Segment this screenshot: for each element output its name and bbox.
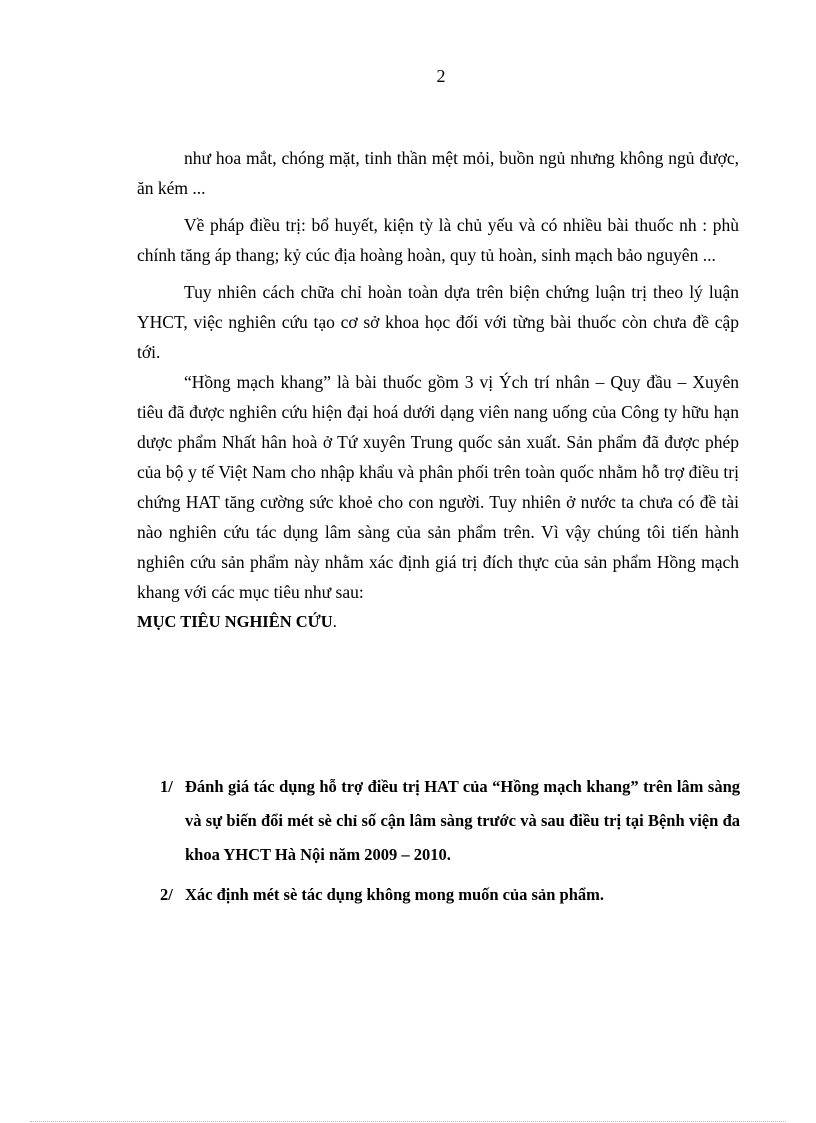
objective-text: Đánh giá tác dụng hỗ trợ điều trị HAT của “Hồng mạch khang” trên lâm sàng và sự biến đổi mét sè chỉ số cận lâm sàng trước và sau điều trị tại Bệnh viện đa khoa YHCT Hà Nội năm 2009 – 2010. <box>185 777 740 864</box>
section-heading-text: MỤC TIÊU NGHIÊN CỨU <box>137 612 333 631</box>
section-heading-suffix: . <box>332 612 337 631</box>
section-heading <box>137 607 739 637</box>
paragraph-4: “Hồng mạch khang” là bài thuốc gồm 3 vị Ých trí nhân – Quy đầu – Xuyên tiêu đã được nghiên cứu hiện đại hoá dưới dạng viên nang uống của Công ty hữu hạn dược phẩm Nhất hân hoà ở Tứ xuyên Trung quốc sản xuất. Sản phẩm đã được phép của bộ y tế Việt Nam cho nhập khẩu và phân phối trên toàn quốc nhằm hỗ trợ điều trị chứng HAT tăng cường sức khoẻ cho con người. Tuy nhiên ở nước ta chưa có đề tài nào nghiên cứu tác dụng lâm sàng của sản phẩm trên. Vì vậy chúng tôi tiến hành nghiên cứu sản phẩm này nhằm xác định giá trị đích thực của sản phẩm Hồng mạch khang với các mục tiêu như sau: <box>137 372 739 602</box>
page-number: 2 <box>436 66 446 86</box>
paragraph-1: như hoa mắt, chóng mặt, tinh thần mệt mỏi, buồn ngủ nhưng không ngủ được, ăn kém ... <box>137 148 739 198</box>
body-text <box>137 143 739 637</box>
objective-text: Xác định mét sè tác dụng không mong muốn của sản phẩm. <box>185 885 605 904</box>
objective-item <box>160 770 740 872</box>
objectives-list <box>160 770 740 918</box>
objective-number: 1/ <box>160 777 173 796</box>
objective-number: 2/ <box>160 885 173 904</box>
objective-item <box>160 878 740 912</box>
paragraph-2: Về pháp điều trị: bổ huyết, kiện tỳ là chủ yếu và có nhiều bài thuốc nh : phù chính tăng áp thang; kỷ cúc địa hoàng hoàn, quy tủ hoàn, sinh mạch bảo nguyên ... <box>137 215 739 265</box>
paragraph-3: Tuy nhiên cách chữa chỉ hoàn toàn dựa trên biện chứng luận trị theo lý luận YHCT, việc nghiên cứu tạo cơ sở khoa học đối với từng bài thuốc còn chưa đề cập tới. <box>137 282 739 362</box>
page-bottom-divider <box>30 1121 786 1122</box>
